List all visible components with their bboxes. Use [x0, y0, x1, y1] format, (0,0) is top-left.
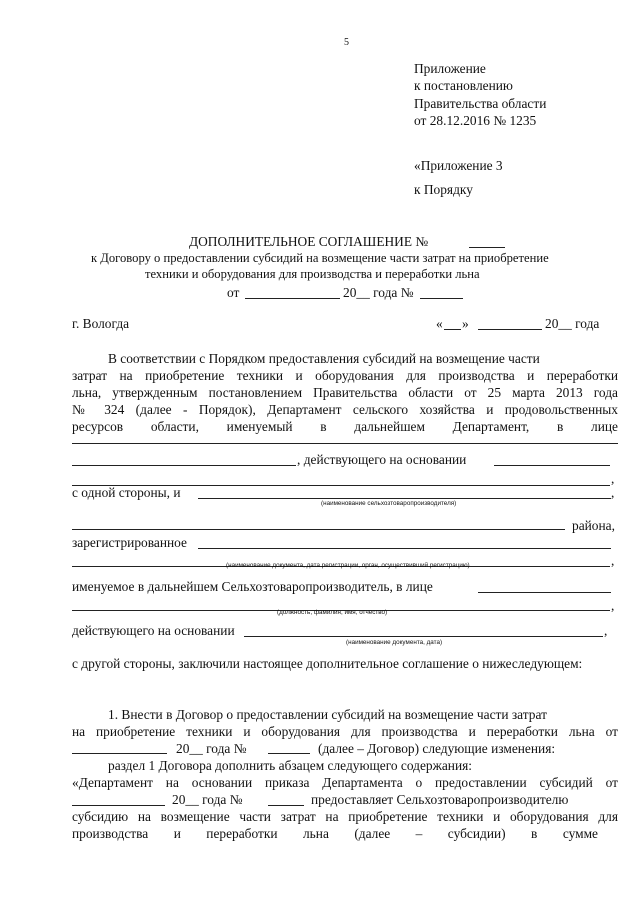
- acting-on-basis-2: действующего на основании: [72, 623, 235, 638]
- city: г. Вологда: [72, 316, 130, 331]
- acting-on-basis: , действующего на основании: [297, 452, 467, 467]
- annex-line-6: к Порядку: [414, 182, 473, 197]
- caption-position: (должность, фамилия, имя, отчество): [277, 609, 388, 616]
- annex-line-3: Правительства области: [414, 96, 547, 111]
- annex-line-4: от 28.12.2016 № 1235: [414, 113, 537, 128]
- agreement-subtitle-1: к Договору о предоставлении субсидий на возмещение части затрат на приобретение: [91, 251, 549, 265]
- registered: зарегистрированное: [72, 535, 187, 550]
- clause1-line-4: раздел 1 Договора дополнить абзацем следующего содержания:: [108, 758, 473, 773]
- intro-line-2: затрат на приобретение техники и оборудования для производства и переработки: [72, 368, 618, 383]
- intro-line-4: № 324 (далее - Порядок), Департамент сельского хозяйства и продовольственных: [72, 402, 618, 417]
- agreement-subtitle-2: техники и оборудования для производства и переработки льна: [145, 267, 480, 281]
- clause1-line-3a: 20__ года №: [176, 741, 247, 756]
- blank-month: [478, 329, 542, 330]
- blank-producer-rep: [478, 592, 611, 593]
- clause1-line-7: субсидию на возмещение части затрат на приобретение техники и оборудования для: [72, 809, 618, 824]
- caption-basis-doc: (наименование документа, дата): [346, 639, 443, 646]
- agreement-title: ДОПОЛНИТЕЛЬНОЕ СОГЛАШЕНИЕ №: [189, 234, 429, 249]
- annex-line-2: к постановлению: [414, 78, 513, 93]
- blank-basis-doc: [244, 636, 603, 637]
- intro-line-5: ресурсов области, именуемый в дальнейшем Департамент, в лице: [72, 419, 618, 434]
- blank-registration: [198, 548, 611, 549]
- blank-title-date: [245, 298, 340, 299]
- date-year: 20__ года: [545, 316, 600, 331]
- caption-registration-doc: (наименование документа, дата регистрации, орган, осуществивший регистрацию): [226, 562, 470, 569]
- other-side: с другой стороны, заключили настоящее дополнительное соглашение о нижеследующем:: [72, 656, 583, 671]
- clause1-line-1: 1. Внести в Договор о предоставлении субсидий на возмещение части затрат: [108, 707, 547, 722]
- page-number: 5: [344, 37, 349, 48]
- date-close-quote: »: [462, 316, 469, 331]
- title-from: от: [227, 285, 240, 300]
- one-side: с одной стороны, и: [72, 485, 181, 500]
- caption-producer-name: (наименование сельхозтоваропроизводителя): [321, 500, 457, 507]
- blank-order-number: [268, 805, 304, 806]
- blank-basis: [494, 465, 610, 466]
- blank-producer-name: [198, 498, 611, 499]
- district: района,: [572, 518, 615, 533]
- title-year-number: 20__ года №: [343, 285, 414, 300]
- annex-line-1: Приложение: [414, 61, 486, 76]
- blank-contract-date: [72, 753, 167, 754]
- clause1-line-8: производства и переработки льна (далее – субсидии) в сумме: [72, 826, 598, 841]
- clause1-line-6a: 20__ года №: [172, 792, 243, 807]
- clause1-line-2: на приобретение техники и оборудования для производства и переработки льна от: [72, 724, 618, 739]
- comma-5: ,: [604, 623, 608, 638]
- intro-line-3: льна, утвержденным постановлением Правительства области от 25 марта 2013 года: [72, 385, 618, 400]
- named-producer: именуемое в дальнейшем Сельхозтоваропроизводитель, в лице: [72, 579, 433, 594]
- date-open-quote: «: [436, 316, 443, 331]
- blank-department-representative: [72, 443, 618, 444]
- clause1-line-6b: предоставляет Сельхозтоваропроизводителю: [311, 792, 569, 807]
- clause1-line-3b: (далее – Договор) следующие изменения:: [318, 741, 556, 756]
- blank-contract-number: [268, 753, 310, 754]
- comma-1: ,: [611, 471, 615, 486]
- blank-producer-address: [72, 529, 565, 530]
- intro-line-1: В соответствии с Порядком предоставления субсидий на возмещение части: [108, 351, 540, 366]
- comma-3: ,: [611, 553, 615, 568]
- blank-day: [444, 329, 461, 330]
- blank-order-date: [72, 805, 165, 806]
- comma-2: ,: [611, 485, 615, 500]
- blank-department-representative-2: [72, 465, 296, 466]
- clause1-line-5: «Департамент на основании приказа Департамента о предоставлении субсидий от: [72, 775, 618, 790]
- annex-line-5: «Приложение 3: [414, 158, 503, 173]
- comma-4: ,: [611, 598, 615, 613]
- blank-agreement-number: [469, 247, 505, 248]
- blank-title-number: [420, 298, 463, 299]
